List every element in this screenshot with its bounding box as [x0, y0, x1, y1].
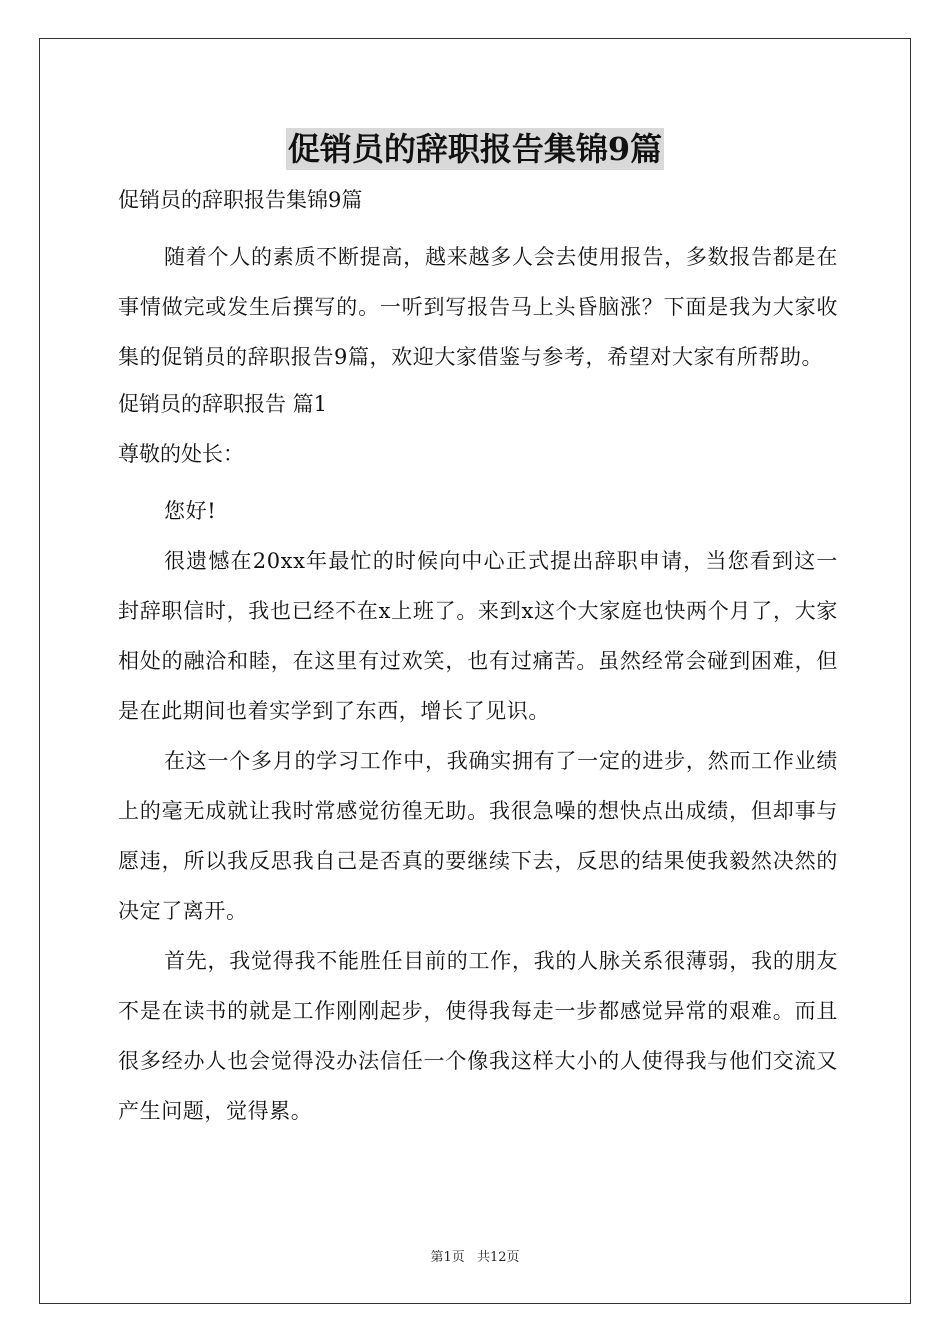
intro-paragraph: 随着个人的素质不断提高，越来越多人会去使用报告，多数报告都是在事情做完或发生后撰写的。一听到写报告马上头昏脑涨？下面是我为大家收集的促销员的辞职报告9篇，欢迎大家借鉴与参考，希望对大家有所帮助。 [118, 245, 838, 369]
salutation: 尊敬的处长： [118, 442, 244, 466]
document-title: 促销员的辞职报告集锦9篇 [287, 130, 663, 168]
title-container [0, 128, 950, 170]
body-paragraph: 在这一个多月的学习工作中，我确实拥有了一定的进步，然而工作业绩上的毫无成就让我时常感觉彷徨无助。我很急噪的想快点出成绩，但却事与愿违，所以我反思我自己是否真的要继续下去，反思的结果使我毅然决然的决定了离开。 [118, 749, 838, 923]
page-footer [0, 1246, 950, 1265]
section-heading: 促销员的辞职报告 篇1 [118, 392, 328, 416]
body-paragraph: 首先，我觉得我不能胜任目前的工作，我的人脉关系很薄弱，我的朋友不是在读书的就是工作刚刚起步，使得我每走一步都感觉异常的艰难。而且很多经办人也会觉得没办法信任一个像我这样大小的人使得我与他们交流又产生问题，觉得累。 [118, 949, 838, 1123]
page-number: 第1页 [430, 1250, 465, 1265]
page-total: 共12页 [476, 1250, 520, 1265]
greeting: 您好! [164, 499, 217, 523]
document-body [118, 182, 838, 1136]
document-subtitle: 促销员的辞职报告集锦9篇 [118, 188, 363, 212]
body-paragraph: 很遗憾在20xx年最忙的时候向中心正式提出辞职申请，当您看到这一封辞职信时，我也已经不在x上班了。来到x这个大家庭也快两个月了，大家相处的融洽和睦，在这里有过欢笑，也有过痛苦。虽然经常会碰到困难，但是在此期间也着实学到了东西，增长了见识。 [118, 549, 838, 723]
